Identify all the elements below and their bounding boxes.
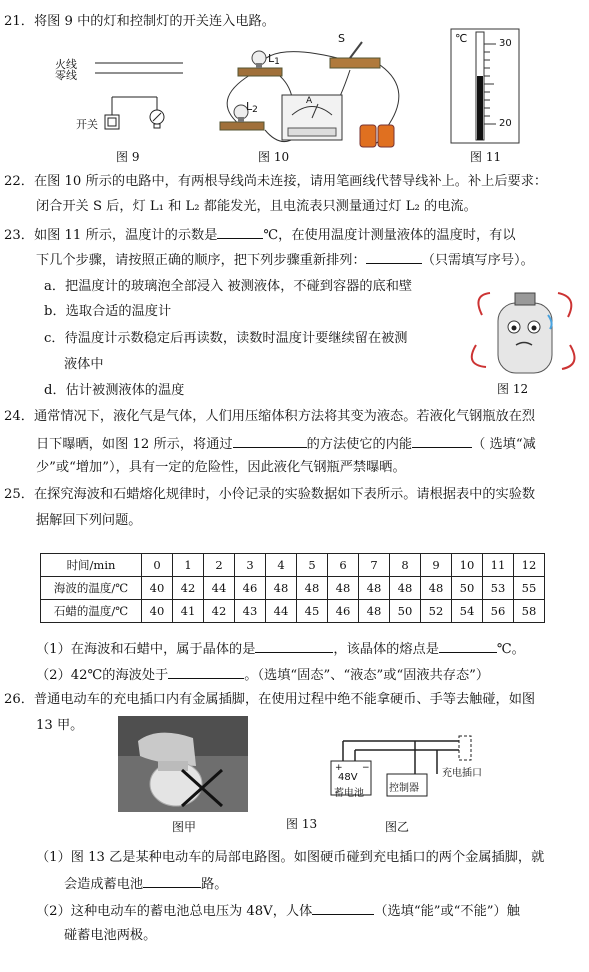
table-cell: 4 [266, 554, 297, 577]
table-header-cell: 时间/min [41, 554, 142, 577]
table-row [41, 600, 545, 623]
q25-sub2 [36, 664, 489, 686]
q23-line1 [4, 224, 516, 246]
table-row-label: 海波的温度/℃ [41, 577, 142, 600]
q-text: ℃，在使用温度计测量液体的温度时，有以 [263, 228, 516, 243]
fig13-caption: 图 13 [286, 817, 318, 831]
table-cell: 48 [421, 577, 452, 600]
q26-line2: 13 甲。 [36, 718, 84, 733]
table-cell: 48 [266, 577, 297, 600]
q-text: 通常情况下，液化气是气体，人们用压缩体积方法将其变为液态。若液化气钢瓶放在烈 [33, 409, 536, 424]
data-table [40, 553, 545, 623]
thermo-unit: ℃ [455, 32, 468, 45]
q24-line1 [4, 407, 535, 427]
q-text: 在图 10 所示的电路中，有两根导线尚未连接，请用笔画线代替导线补上。补上后要求： [33, 174, 548, 189]
battery-label: 蓄电池 [334, 788, 364, 799]
table-cell: 48 [359, 577, 390, 600]
battery-minus: − [362, 763, 370, 773]
answer-blank[interactable] [312, 900, 374, 915]
q22-line2: 闭合开关 S 后，灯 L₁ 和 L₂ 都能发光，且电流表只测量通过灯 L₂ 的电流。 [36, 199, 477, 214]
q25-sub1 [36, 638, 525, 660]
table-cell: 45 [297, 600, 328, 623]
q23-step-c1: c．待温度计示数稳定后再读数，读数时温度计要继续留在被测 [44, 331, 408, 346]
table-cell: 43 [235, 600, 266, 623]
q26-line1 [4, 690, 535, 710]
table-cell: 0 [142, 554, 173, 577]
q23-step-a: a．把温度计的玻璃泡全部浸入 被测液体，不碰到容器的底和壁 [44, 279, 413, 294]
table-cell: 55 [514, 577, 545, 600]
table-cell: 40 [142, 577, 173, 600]
q-text: （1）在海波和石蜡中，属于晶体的是 [36, 642, 256, 657]
answer-blank[interactable] [233, 433, 307, 448]
table-cell: 50 [452, 577, 483, 600]
table-cell: 9 [421, 554, 452, 577]
q26-sub2a [36, 900, 520, 922]
q-text: （选填“能”或“不能”）触 [374, 904, 520, 919]
table-cell: 7 [359, 554, 390, 577]
answer-blank[interactable] [255, 638, 333, 653]
q-text: ，该晶体的熔点是 [333, 642, 439, 657]
q-text: 路。 [201, 877, 228, 892]
q-text: （ 选填“减 [472, 437, 536, 452]
table-cell: 6 [328, 554, 359, 577]
table-cell: 50 [390, 600, 421, 623]
fig13-jia-caption: 图甲 [172, 820, 197, 834]
figure-13-jia [118, 716, 248, 812]
q24-line2 [36, 433, 536, 455]
q23-step-c2: 液体中 [64, 357, 104, 372]
q-text: 会造成蓄电池 [64, 877, 144, 892]
q23-step-b: b．选取合适的温度计 [44, 304, 172, 319]
battery-voltage: 48V [338, 772, 358, 783]
q-number: 23． [4, 228, 34, 243]
table-cell: 41 [173, 600, 204, 623]
l1-label [268, 52, 280, 67]
q-text: 。（选填“固态”、“液态”或“固液共存态”） [244, 668, 490, 683]
table-cell: 56 [483, 600, 514, 623]
table-cell: 1 [173, 554, 204, 577]
q-text: （2）这种电动车的蓄电池总电压为 48V，人体 [36, 904, 313, 919]
q-number: 22． [4, 174, 34, 189]
l1-sub: 1 [274, 57, 280, 67]
table-cell: 58 [514, 600, 545, 623]
table-cell: 10 [452, 554, 483, 577]
table-cell: 44 [266, 600, 297, 623]
q-number: 26． [4, 692, 34, 707]
table-cell: 11 [483, 554, 514, 577]
thermo-tick-30: 30 [499, 38, 512, 49]
fig9-caption: 图 9 [116, 150, 140, 164]
table-cell: 40 [142, 600, 173, 623]
q23-line2 [36, 249, 534, 271]
table-cell: 44 [204, 577, 235, 600]
q26-sub2c: 碰蓄电池两极。 [64, 928, 157, 943]
l1-letter: L [268, 52, 275, 65]
q-text: 日下曝晒，如图 12 所示，将通过 [36, 437, 233, 452]
table-cell: 12 [514, 554, 545, 577]
figure-12 [470, 285, 580, 380]
answer-blank[interactable] [412, 433, 472, 448]
q-number: 21． [4, 14, 34, 29]
fig12-caption: 图 12 [497, 382, 529, 396]
ammeter-a-label: A [306, 96, 313, 106]
live-wire-label: 火线 [55, 58, 77, 71]
table-row-label: 石蜡的温度/℃ [41, 600, 142, 623]
table-cell: 52 [421, 600, 452, 623]
answer-blank[interactable] [143, 873, 201, 888]
answer-blank[interactable] [217, 224, 263, 239]
q-text: 普通电动车的充电插口内有金属插脚，在使用过程中绝不能拿硬币、手等去触碰，如图 [33, 692, 536, 707]
table-cell: 53 [483, 577, 514, 600]
fig11-caption: 图 11 [470, 150, 502, 164]
battery-plus: + [335, 763, 343, 773]
q25-line2: 据解回下列问题。 [36, 513, 142, 528]
fig10-caption: 图 10 [258, 150, 290, 164]
charge-port-label: 充电插口 [442, 768, 482, 779]
q-text: ℃。 [496, 642, 525, 657]
answer-blank[interactable] [366, 249, 422, 264]
table-cell: 5 [297, 554, 328, 577]
table-cell: 46 [328, 600, 359, 623]
q-text: 的方法使它的内能 [306, 437, 413, 452]
table-cell: 48 [359, 600, 390, 623]
q-number: 24． [4, 409, 34, 424]
l2-label [246, 100, 258, 115]
table-cell: 2 [204, 554, 235, 577]
l2-sub: 2 [252, 105, 258, 115]
table-cell: 8 [390, 554, 421, 577]
q-text: 将图 9 中的灯和控制灯的开关连入电路。 [33, 14, 275, 29]
q25-line1 [4, 485, 535, 505]
q-text: 如图 11 所示，温度计的示数是 [33, 228, 218, 243]
l2-letter: L [246, 100, 253, 113]
q26-sub1a: （1）图 13 乙是某种电动车的局部电路图。如图硬币碰到充电插口的两个金属插脚，就 [36, 850, 545, 865]
answer-blank[interactable] [168, 664, 244, 679]
table-row [41, 554, 545, 577]
table-cell: 42 [204, 600, 235, 623]
q-number: 25． [4, 487, 34, 502]
answer-blank[interactable] [439, 638, 497, 653]
q22-line1 [4, 172, 547, 192]
q-text: 下几个步骤，请按照正确的顺序，把下列步骤重新排列： [36, 253, 366, 268]
figure-10 [210, 30, 430, 150]
table-cell: 42 [173, 577, 204, 600]
q21 [4, 12, 275, 32]
table-cell: 48 [390, 577, 421, 600]
thermo-tick-20: 20 [499, 118, 512, 129]
switch-label: 开关 [76, 118, 98, 131]
q-text: 在探究海波和石蜡熔化规律时，小伶记录的实验数据如下表所示。请根据表中的实验数 [33, 487, 536, 502]
table-cell: 48 [297, 577, 328, 600]
q-text: （2）42℃的海波处于 [36, 668, 169, 683]
table-cell: 54 [452, 600, 483, 623]
q26-sub1b [64, 873, 228, 895]
q-text: （只需填写序号）。 [421, 253, 534, 268]
table-row [41, 577, 545, 600]
fig13-yi-caption: 图乙 [385, 820, 410, 834]
table-cell: 3 [235, 554, 266, 577]
switch-s-label: S [338, 32, 345, 45]
controller-label: 控制器 [389, 783, 419, 794]
neutral-wire-label: 零线 [55, 69, 77, 82]
table-cell: 48 [328, 577, 359, 600]
q24-line3: 少”或“增加”），具有一定的危险性，因此液化气钢瓶严禁曝晒。 [36, 460, 406, 475]
table-cell: 46 [235, 577, 266, 600]
q23-step-d: d．估计被测液体的温度 [44, 383, 185, 398]
